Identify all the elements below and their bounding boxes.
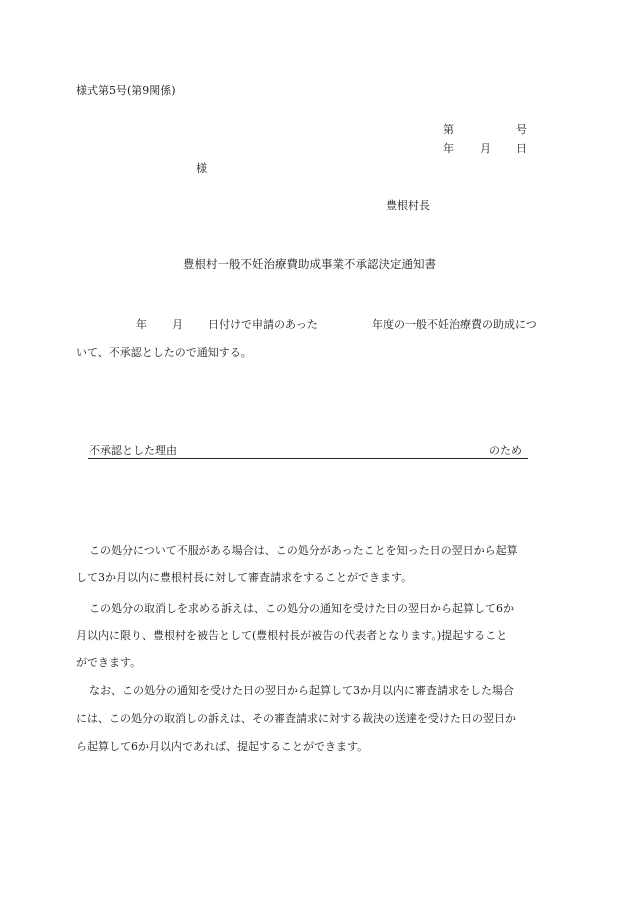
notice-line-7: には、この処分の取消しの訴えは、その審査請求に対する裁決の送達を受けた日の翌日か [76, 712, 516, 725]
addressee-honorific: 様 [196, 162, 207, 175]
reason-suffix: のため [489, 444, 522, 457]
notice-line-8: ら起算して6か月以内であれば、提起することができます。 [76, 740, 369, 753]
reason-label: 不承認とした理由 [89, 444, 177, 457]
body-month: 月 [172, 318, 183, 331]
date-day: 日 [516, 142, 527, 155]
document-title: 豊根村一般不妊治療費助成事業不承認決定通知書 [183, 257, 436, 271]
notice-line-4: 月以内に限り、豊根村を被告として(豊根村長が被告の代表者となります。)提起すること [76, 629, 508, 642]
notice-line-1: この処分について不服がある場合は、この処分があったことを知った日の翌日から起算 [89, 544, 518, 557]
doc-number-suffix: 号 [516, 123, 527, 136]
notice-line-6: なお、この処分の通知を受けた日の翌日から起算して3か月以内に審査請求をした場合 [89, 684, 514, 697]
date-year: 年 [443, 142, 454, 155]
form-number: 様式第5号(第9関係) [76, 84, 176, 97]
doc-number-prefix: 第 [443, 123, 454, 136]
issuer: 豊根村長 [386, 199, 430, 212]
body-dated-request: 日付けで申請のあった [208, 318, 318, 331]
body-year: 年 [136, 318, 147, 331]
notice-line-3: この処分の取消しを求める訴えは、この処分の通知を受けた日の翌日から起算して6か [89, 602, 514, 615]
body-fiscal-year-text: 年度の一般不妊治療費の助成につ [372, 318, 537, 331]
notice-line-5: ができます。 [76, 656, 142, 669]
notice-line-2: して3か月以内に豊根村長に対して審査請求をすることができます。 [76, 571, 413, 584]
date-month: 月 [480, 142, 491, 155]
body-line-2: いて、不承認としたので通知する。 [76, 346, 252, 359]
